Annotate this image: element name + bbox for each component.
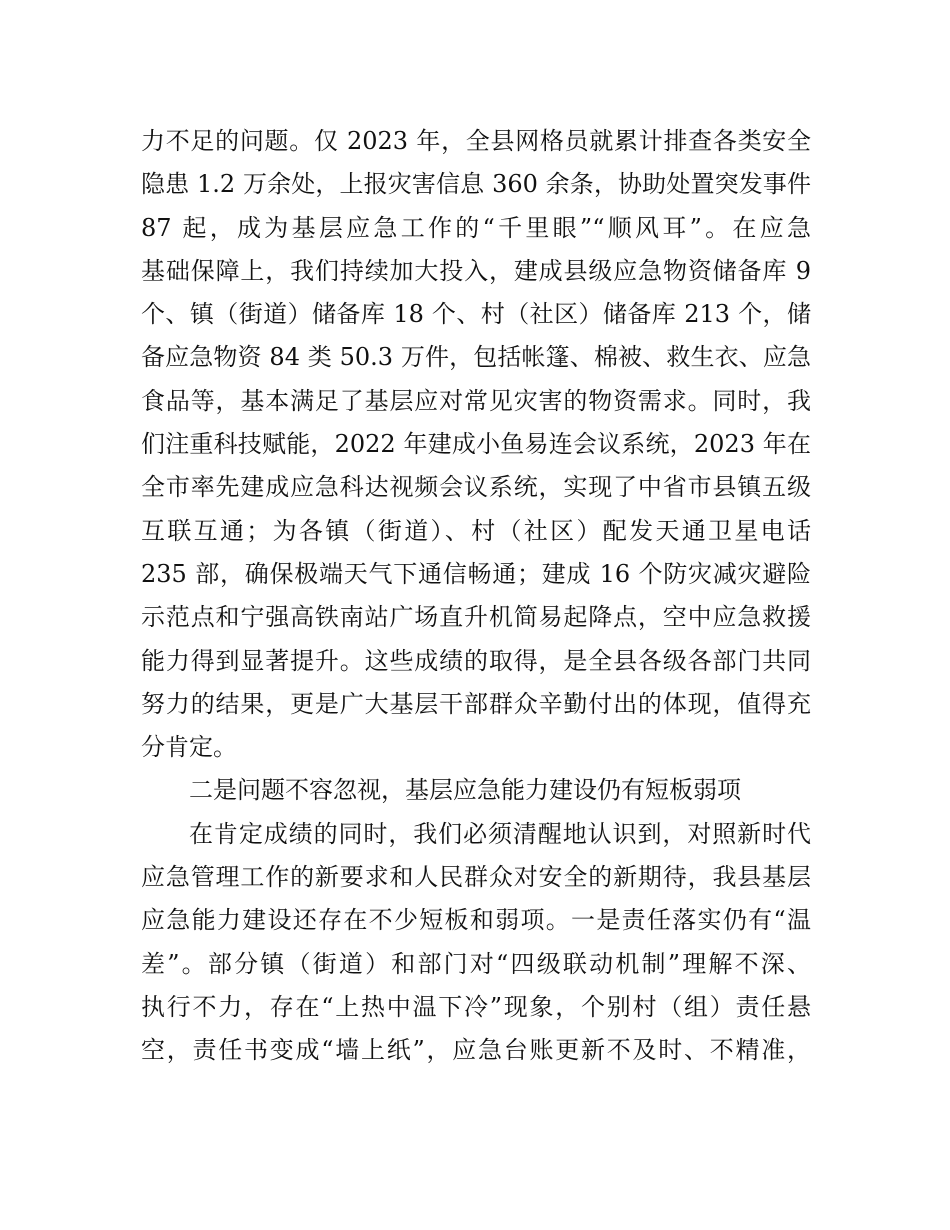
paragraph-achievements [141,120,811,769]
text-line: 个、镇（街道）储备库 18 个、村（社区）储备库 213 个，储 [141,300,811,329]
section-heading [141,769,811,812]
text-line: 应急能力建设还存在不少短板和弱项。一是责任落实仍有“温 [141,906,811,935]
text-line: 基础保障上，我们持续加大投入，建成县级应急物资储备库 9 [141,256,811,285]
paragraph-shortcomings [141,813,811,1073]
heading-text: 二是问题不容忽视，基层应急能力建设仍有短板弱项 [189,776,741,805]
text-line: 87 起，成为基层应急工作的“千里眼”“顺风耳”。在应急 [141,213,811,242]
text-line: 食品等，基本满足了基层应对常见灾害的物资需求。同时，我 [141,386,811,415]
text-line: 执行不力，存在“上热中温下冷”现象，个别村（组）责任悬 [141,992,811,1021]
text-line: 力不足的问题。仅 2023 年，全县网格员就累计排查各类安全 [141,127,811,155]
body-text [141,120,811,1073]
text-line: 235 部，确保极端天气下通信畅通；建成 16 个防灾减灾避险 [141,559,811,588]
text-line: 隐患 1.2 万余处，上报灾害信息 360 余条，协助处置突发事件 [141,170,811,199]
text-line: 空，责任书变成“墙上纸”，应急台账更新不及时、不精准， [141,1036,811,1065]
text-line: 应急管理工作的新要求和人民群众对安全的新期待，我县基层 [141,863,811,892]
text-line: 全市率先建成应急科达视频会议系统，实现了中省市县镇五级 [141,473,811,502]
text-line: 备应急物资 84 类 50.3 万件，包括帐篷、棉被、救生衣、应急 [141,343,811,372]
text-line: 在肯定成绩的同时，我们必须清醒地认识到，对照新时代 [189,819,811,848]
text-line: 互联互通；为各镇（街道）、村（社区）配发天通卫星电话 [141,516,811,545]
text-line: 示范点和宁强高铁南站广场直升机简易起降点，空中应急救援 [141,603,811,632]
text-line: 分肯定。 [141,733,237,762]
text-line: 努力的结果，更是广大基层干部群众辛勤付出的体现，值得充 [141,689,811,718]
text-line: 能力得到显著提升。这些成绩的取得，是全县各级各部门共同 [141,646,811,675]
text-line: 们注重科技赋能，2022 年建成小鱼易连会议系统，2023 年在 [141,430,811,459]
text-line: 差”。部分镇（街道）和部门对“四级联动机制”理解不深、 [141,949,811,978]
